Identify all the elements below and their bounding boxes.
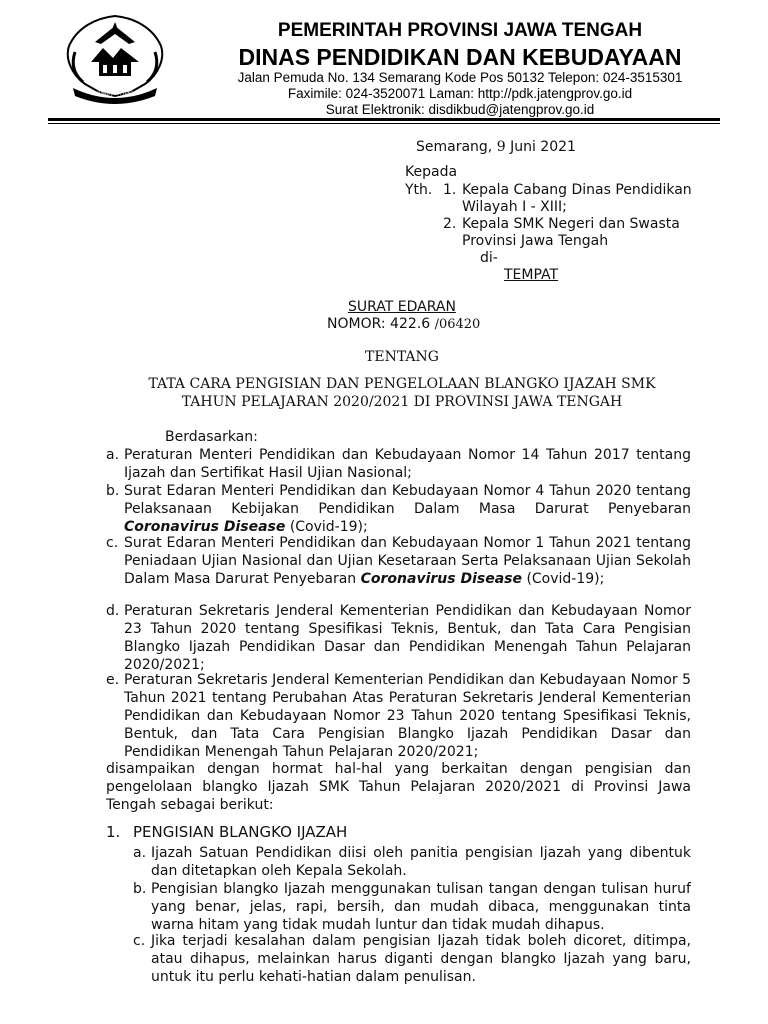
recipient-di: di- xyxy=(480,250,498,266)
basis-c-italic: Coronavirus Disease xyxy=(360,571,522,587)
basis-d-label: d. xyxy=(106,603,120,619)
section1-c-text: Jika terjadi kesalahan dalam pengisian Ijazah tidak boleh dicoret, ditimpa, atau dihapus, melainkan harus diganti dengan blangko Ijazah yang baru, untuk itu perlu kehati-hatian dalam penulisan. xyxy=(151,933,691,985)
recipient-1-line2: Wilayah I - XIII; xyxy=(462,199,567,215)
letterhead-email: Surat Elektronik: disdikbud@jatengprov.go.id xyxy=(325,102,595,117)
section1-c-label: c. xyxy=(133,933,146,949)
letterhead-agency: DINAS PENDIDIKAN DAN KEBUDAYAAN xyxy=(238,44,682,70)
place-date xyxy=(416,138,576,156)
letterhead-divider-thin xyxy=(48,123,720,124)
basis-b-label: b. xyxy=(106,483,120,499)
basis-intro: Berdasarkan: xyxy=(165,429,258,445)
basis-c-text-end: (Covid-19); xyxy=(526,571,605,587)
basis-c-label: c. xyxy=(106,535,119,551)
recipient-1-number: 1. xyxy=(443,182,457,198)
recipient-2-number: 2. xyxy=(443,216,457,232)
basis-b-text-end: (Covid-19); xyxy=(289,519,368,535)
letter-type: SURAT EDARAN xyxy=(348,299,456,315)
basis-b-italic: Coronavirus Disease xyxy=(124,519,286,535)
letter-number xyxy=(327,315,480,334)
date-day: 9 xyxy=(496,139,506,155)
section1-b-text: Pengisian blangko Ijazah menggunakan tulisan tangan dengan tulisan huruf yang benar, jelas, rapi, bersih, dan mudah dibaca, menggunakan tinta warna hitam yang tidak mudah luntur dan tidak mudah dihapus. xyxy=(151,881,691,933)
section1-b-label: b. xyxy=(133,881,147,897)
basis-a-text: Peraturan Menteri Pendidikan dan Kebudayaan Nomor 14 Tahun 2017 tentang Ijazah dan Sertifikat Hasil Ujian Nasional; xyxy=(124,447,691,481)
recipient-tempat: TEMPAT xyxy=(504,267,559,283)
section1-a-label: a. xyxy=(133,845,147,861)
basis-b-text-main: Surat Edaran Menteri Pendidikan dan Kebudayaan Nomor 4 Tahun 2020 tentang Pelaksanaan Kebijakan Pendidikan Dalam Masa Darurat Penyebaran xyxy=(124,483,691,517)
recipient-kepada: Kepada xyxy=(405,164,458,180)
basis-a-label: a. xyxy=(106,447,120,463)
recipient-1-line1: Kepala Cabang Dinas Pendidikan xyxy=(462,182,692,198)
subject-tentang: TENTANG xyxy=(365,349,439,365)
section1-number: 1. xyxy=(106,823,121,841)
letterhead-divider-thick xyxy=(48,118,720,121)
letterhead-address: Jalan Pemuda No. 134 Semarang Kode Pos 50132 Telepon: 024-3515301 xyxy=(237,70,683,85)
basis-d-text: Peraturan Sekretaris Jenderal Kementerian Pendidikan dan Kebudayaan Nomor 23 Tahun 2020 tentang Spesifikasi Teknis, Bentuk, dan Tata Cara Pengisian Blangko Ijazah Pendidikan Dasar dan Pendidikan Menengah Tahun Pelajaran 2020/2021; xyxy=(124,603,691,673)
date-month-year: Juni 2021 xyxy=(510,139,576,155)
letterhead-fax-website: Faximile: 024-3520071 Laman: http://pdk.jatengprov.go.id xyxy=(287,86,633,101)
subject-line2: TAHUN PELAJARAN 2020/2021 DI PROVINSI JAWA TENGAH xyxy=(181,394,623,410)
closing-intro: disampaikan dengan hormat hal-hal yang berkaitan dengan pengisian dan pengelolaan blangko Ijazah SMK Tahun Pelajaran 2020/2021 di Provinsi Jawa Tengah sebagai berikut: xyxy=(106,761,691,813)
basis-e-text: Peraturan Sekretaris Jenderal Kementerian Pendidikan dan Kebudayaan Nomor 5 Tahun 2021 tentang Perubahan Atas Peraturan Sekretaris Jenderal Kementerian Pendidikan dan Kebudayaan Nomor 23 Tahun 2020 tentang Spesifikasi Teknis, Bentuk, dan Tata Cara Pengisian Blangko Ijazah Pendidikan Dasar dan Pendidikan Menengah Tahun Pelajaran 2020/2021; xyxy=(124,672,691,760)
subject-line1: TATA CARA PENGISIAN DAN PENGELOLAAN BLANGKO IJAZAH SMK xyxy=(148,376,656,392)
letter-number-value: /06420 xyxy=(434,317,481,332)
recipient-2-line1: Kepala SMK Negeri dan Swasta xyxy=(462,216,680,232)
place: Semarang, xyxy=(416,139,493,155)
recipient-yth: Yth. xyxy=(405,182,433,198)
recipient-2-line2: Provinsi Jawa Tengah xyxy=(462,233,609,249)
letter-number-label: NOMOR: 422.6 xyxy=(327,316,431,332)
basis-e-label: e. xyxy=(106,672,120,688)
provincial-emblem-logo xyxy=(55,12,175,112)
basis-c-text xyxy=(124,534,691,588)
logo-ribbon-text: PROVINSI JAWA TENGAH xyxy=(90,91,140,96)
section1-title: PENGISIAN BLANGKO IJAZAH xyxy=(133,823,348,841)
section1-a-text: Ijazah Satuan Pendidikan diisi oleh panitia pengisian Ijazah yang dibentuk dan ditetapkan oleh Kepala Sekolah. xyxy=(151,845,691,879)
letterhead-government: PEMERINTAH PROVINSI JAWA TENGAH xyxy=(277,20,643,41)
basis-c-text-main: Surat Edaran Menteri Pendidikan dan Kebudayaan Nomor 1 Tahun 2021 tentang Peniadaan Ujian Nasional dan Ujian Kesetaraan Serta Pelaksanaan Ujian Sekolah Dalam Masa Darurat Penyebaran xyxy=(124,535,691,587)
basis-b-text xyxy=(124,482,691,536)
